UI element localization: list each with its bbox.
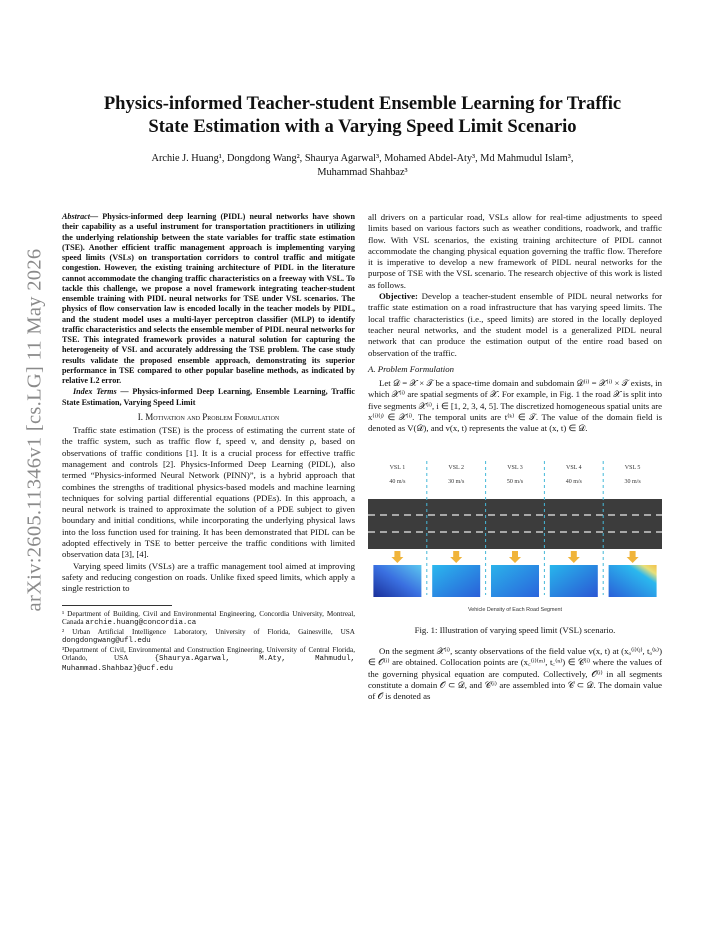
speed-label: 50 m/s xyxy=(506,478,524,485)
objective-label: Objective: xyxy=(379,291,418,302)
road xyxy=(368,499,662,549)
vsl-label: VSL 5 xyxy=(624,464,641,471)
subsection-heading: A. Problem Formulation xyxy=(368,363,454,374)
speed-label: 30 m/s xyxy=(448,478,465,485)
left-column xyxy=(62,212,355,674)
index-terms-text: Physics-informed Deep Learning, Ensemble Learning, Traffic State Estimation, Varying Speed Limit xyxy=(62,387,355,407)
density-heatmap xyxy=(432,565,480,597)
email: {Shaurya.Agarwal, M.Aty, Mahmudul, Muhammad.Shahbaz}@ucf.edu xyxy=(62,655,355,674)
density-heatmap xyxy=(373,565,421,597)
right-column xyxy=(368,212,662,702)
authors-line-1: Archie J. Huang¹, Dongdong Wang², Shaurya Agarwal³, Mohamed Abdel-Aty³, Md Mahmudul Islam³, xyxy=(151,153,574,164)
density-heatmap xyxy=(550,565,598,597)
abstract-text: Physics-informed deep learning (PIDL) neural networks have shown their capability as a useful instrument for transportation practitioners in utilizing the underlying relationship between the state variables for traffic state estimation (TSE). Another efficient traffic management approach is implementing varying speed limits (VSLs) on transportation corridors to control traffic and mitigate congestion. However, the existing training architecture of PIDL in the literature cannot accommodate the changing traffic characteristics on a freeway with VSL. To tackle this challenge, we propose a novel framework integrating teacher-student ensemble training with PIDL neural networks for TSE under VSL scenarios. The physics of flow conservation law is encoded locally in the teacher models by PIDL, and the student model uses a multi-layer perceptron classifier (MLP) to identify traffic characteristics and selects the ensemble member of PIDL neural networks for TSE. This integrated framework provides a natural solution for capturing the heterogeneity of VSL and accurately addressing the TSE problem. The case study results validate the proposed ensemble approach, demonstrating its superior performance in TSE compared to other popular baseline methods, as indicated by relative L2 error. xyxy=(62,212,355,385)
footnote-3: ³Department of Civil, Environmental and Construction Engineering, University of Central Florida, Orlando, USA {Shaurya.Agarwal, M.Aty, Mahmudul, Muhammad.Shahbaz}@ucf.edu xyxy=(62,645,355,674)
index-terms-label: Index Terms — xyxy=(73,387,129,397)
index-terms xyxy=(62,387,355,408)
objective-paragraph: Objective: Develop a teacher-student ensemble of PIDL neural networks for traffic state estimation on a road infrastructure that has varying speed limits. The local traffic characteristics (i.e., speed limits) are stored in the locally deployed teacher neural networks, and the student model is a generalized PIDL neural network that can produce the estimation output of the entire road based on observation of the traffic. xyxy=(368,291,662,358)
email: archie.huang@concordia.ca xyxy=(85,619,197,628)
abstract-label: Abstract— xyxy=(62,212,99,221)
abstract xyxy=(62,212,355,386)
speed-label: 40 m/s xyxy=(565,478,582,485)
paper-title xyxy=(70,92,655,138)
paragraph: all drivers on a particular road, VSLs allow for real-time adjustments to speed limits based on various factors such as weather conditions, roadwork, and traffic flow. With VSL scenarios, the existing training architecture of PIDL cannot accommodate the changing physical equation governing the traffic flow. Therefore it is imperative to develop a new framework of PIDL neural networks for the purpose of TSE with the VSL scenario. The research objective of this work is listed as follows. xyxy=(368,212,662,290)
author-list xyxy=(70,152,655,180)
figure-illustration xyxy=(368,443,662,615)
down-arrow-icon xyxy=(391,551,403,563)
paragraph: On the segment 𝒳⁽ⁱ⁾, scanty observations of the field value v(x, t) at (xₒ⁽ⁱ⁾⁽ʲ⁾, tₒ⁽ᵏ⁾) ∈ 𝒪⁽ⁱ⁾ are obtained. Collocation points are (x꜀⁽ⁱ⁾⁽ᵐ⁾, t꜀⁽ⁿ⁾) ∈ 𝒞⁽ⁱ⁾ where the values of the governing physical equation are computed. Collectively, 𝒪⁽ⁱ⁾ in all segments constitute a domain 𝒪 ⊂ 𝒟, and 𝒞⁽ⁱ⁾ are assembled into 𝒞 ⊂ 𝒟. The domain value of 𝒪 is denoted as xyxy=(368,645,662,702)
density-heatmap xyxy=(491,565,539,597)
paragraph: Traffic state estimation (TSE) is the process of estimating the current state of the traffic system, such as traffic flow f, speed v, and density ρ, based on observations of traffic conditions [1]. It is a crucial process for effective traffic management and controls [2]. Physics-Informed Deep Learning (PIDL), also termed “Physics-informed Neural Network (PINN)”, is a hybrid approach that combines the strengths of traditional physics-based models and machine learning techniques for solving partial differential equations (PDEs). In this approach, a neural network is trained to approximate the solution of a PDE subject to given boundary and initial conditions, while incorporating the underlying physical laws into the loss function used for training. It has been demonstrated that PIDL can be adopted effectively in TSE to better perceive the traffic conditions with limited observation data [3], [4]. xyxy=(62,425,355,560)
down-arrow-icon xyxy=(450,551,462,563)
title-line-2: State Estimation with a Varying Speed Limit Scenario xyxy=(148,116,577,137)
footnote-1: ¹ Department of Building, Civil and Environmental Engineering, Concordia University, Montreal, Canada archie.huang@concordia.ca xyxy=(62,609,355,628)
down-arrow-icon xyxy=(509,551,521,563)
speed-label: 30 m/s xyxy=(624,478,641,485)
down-arrow-icon xyxy=(568,551,580,563)
figure-caption: Fig. 1: Illustration of varying speed limit (VSL) scenario. xyxy=(414,624,616,635)
figure-vsl xyxy=(368,443,662,615)
vsl-label: VSL 2 xyxy=(448,464,465,471)
density-caption: Vehicle Density of Each Road Segment xyxy=(467,606,563,613)
footnote-2: ² Urban Artificial Intelligence Laboratory, University of Florida, Gainesville, USA dongdongwang@ufl.edu xyxy=(62,627,355,646)
email: dongdongwang@ufl.edu xyxy=(62,637,151,646)
down-arrow-icon xyxy=(627,551,639,563)
vsl-label: VSL 3 xyxy=(507,464,523,471)
vsl-label: VSL 4 xyxy=(565,464,582,471)
arxiv-stamp: arXiv:2605.11346v1 [cs.LG] 11 May 2026 xyxy=(23,248,46,612)
title-line-1: Physics-informed Teacher-student Ensemble Learning for Traffic xyxy=(103,93,622,114)
authors-line-2: Muhammad Shahbaz³ xyxy=(317,167,408,178)
density-heatmap xyxy=(609,565,657,597)
section-heading: I. Motivation and Problem Formulation xyxy=(137,411,280,422)
vsl-label: VSL 1 xyxy=(389,464,406,471)
paragraph: Let 𝒟 = 𝒳 × 𝒯 be a space-time domain and subdomain 𝒟⁽ⁱ⁾ = 𝒳⁽ⁱ⁾ × 𝒯 exists, in which 𝒳⁽ⁱ⁾ are spatial segments of 𝒳. For example, in Fig. 1 the road 𝒳 is split into five segments 𝒳⁽ⁱ⁾, i ∈ [1, 2, 3, 4, 5]. The discretized homogeneous spatial units are x⁽ⁱ⁾⁽ʲ⁾ ∈ 𝒳⁽ⁱ⁾. The temporal units are t⁽ᵏ⁾ ∈ 𝒯. The value of the domain field is denoted as V(𝒟), and v(x, t) represents the value at (x, t) ∈ 𝒟. xyxy=(368,378,662,434)
paragraph: Varying speed limits (VSLs) are a traffic management tool aimed at improving safety and reducing congestion on roads. Unlike fixed speed limits, which apply a single restriction to xyxy=(62,560,355,594)
speed-label: 40 m/s xyxy=(389,478,406,485)
footnote-rule xyxy=(62,605,172,606)
